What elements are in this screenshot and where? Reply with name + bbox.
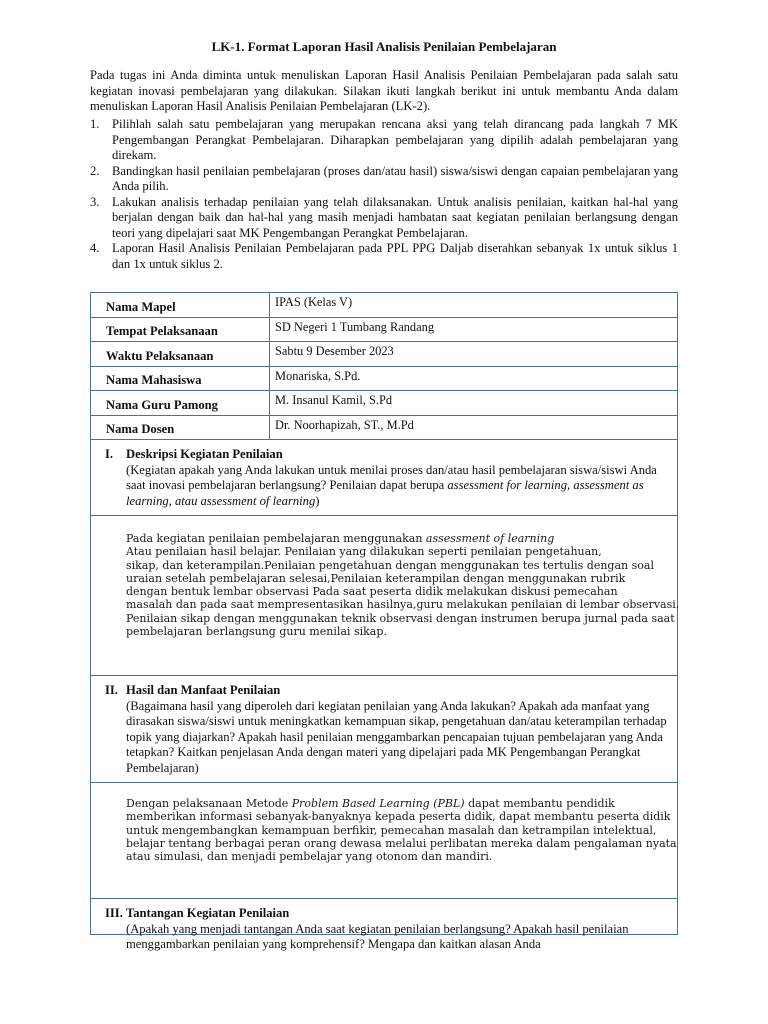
section-number: II. xyxy=(105,683,118,697)
info-value: Monariska, S.Pd. xyxy=(275,368,361,383)
section-number: I. xyxy=(105,447,114,461)
info-label: Waktu Pelaksanaan xyxy=(91,342,270,366)
info-label: Nama Mapel xyxy=(91,293,270,317)
info-label: Nama Mahasiswa xyxy=(91,367,270,391)
info-value: IPAS (Kelas V) xyxy=(275,295,353,309)
info-value: SD Negeri 1 Tumbang Randang xyxy=(275,319,435,334)
info-label: Nama Guru Pamong xyxy=(91,391,270,415)
section-heading: Hasil dan Manfaat Penilaian xyxy=(126,683,281,697)
info-row-dosen xyxy=(91,416,677,441)
info-label: Tempat Pelaksanaan xyxy=(91,318,270,342)
section-description: (Kegiatan apakah yang Anda lakukan untuk menilai proses dan/atau hasil pembelajaran siswa/siswi Anda saat inovasi pembelajaran berlangsung? Penilaian dapat berupa assessment for learning, assessment as learning, atau assessment of learning) xyxy=(126,462,657,508)
intro-paragraph: Pada tugas ini Anda diminta untuk menuliskan Laporan Hasil Analisis Penilaian Pembelajaran pada salah satu kegiatan inovasi pembelajaran yang dilakukan. Silakan ikuti langkah berikut ini untuk membantu Anda dalam menuliskan Laporan Hasil Analisis Penilaian Pembelajaran (LK-2). xyxy=(90,68,678,113)
instruction-list xyxy=(90,117,678,272)
instruction-item: 2. Bandingkan hasil penilaian pembelajaran (proses dan/atau hasil) siswa/siswi dengan capaian pembelajaran yang Anda pilih. xyxy=(90,163,678,193)
section-2-header xyxy=(91,676,677,783)
info-label: Nama Dosen xyxy=(91,416,270,440)
info-value: M. Insanul Kamil, S.Pd xyxy=(275,393,393,407)
info-value: Dr. Noorhapizah, ST., M.Pd xyxy=(275,417,414,432)
section-1-answer: Pada kegiatan penilaian pembelajaran menggunakan assessment of learning Atau penilaian hasil belajar. Penilaian yang dilakukan seperti penilaian pengetahuan, sikap, dan keterampilan.Penilaian pengetahuan dengan menggunakan tes tertulis dengan soal uraian setelah pembelajaran selesai,Penilaian keterampilan dengan menggunakan rubrik dengan bentuk lembar observasi Pada saat peserta didik melakukan diskusi pemecahan masalah dan pada saat mempresentasikan hasilnya,guru melakukan penilaian di lembar observasi. Penilaian sikap dengan menggunakan teknik observasi dengan instrumen berupa jurnal pada saat pembelajaran berlangsung guru menilai sikap. xyxy=(91,516,677,676)
info-row-guru-pamong xyxy=(91,391,677,416)
instruction-item: 4. Laporan Hasil Analisis Penilaian Pembelajaran pada PPL PPG Daljab diserahkan sebanyak 1x untuk siklus 1 dan 1x untuk siklus 2. xyxy=(90,241,678,271)
section-3-header xyxy=(91,899,677,959)
info-row-mapel xyxy=(91,293,677,318)
report-table xyxy=(90,292,680,951)
info-value: Sabtu 9 Desember 2023 xyxy=(275,344,394,358)
instruction-item: 1. Pilihlah salah satu pembelajaran yang merupakan rencana aksi yang telah dirancang pada langkah 7 MK Pengembangan Perangkat Pembelajaran. Diharapkan pembelajaran yang dipilih adalah pembelajaran yang direkam. xyxy=(90,117,678,162)
info-row-tempat xyxy=(91,318,677,343)
info-row-mahasiswa xyxy=(91,367,677,392)
section-heading: Tantangan Kegiatan Penilaian xyxy=(126,906,290,920)
section-heading: Deskripsi Kegiatan Penilaian xyxy=(126,447,283,461)
section-1-header xyxy=(91,440,677,516)
section-description: (Bagaimana hasil yang diperoleh dari kegiatan penilaian yang Anda lakukan? Apakah ada manfaat yang dirasakan siswa/siswi untuk meningkatkan kemampuan sikap, pengetahuan dan/atau keterampilan terhadap topik yang diajarkan? Apakah hasil penilaian menggambarkan pencapaian tujuan pembelajaran yang Anda tetapkan? Kaitkan penjelasan Anda dengan materi yang dipelajari pada MK Pengembangan Perangkat Pembelajaran) xyxy=(126,698,667,775)
section-description: (Apakah yang menjadi tantangan Anda saat kegiatan penilaian berlangsung? Apakah hasil penilaian menggambarkan penilaian yang komprehensif? Mengapa dan kaitkan alasan Anda xyxy=(126,921,629,951)
section-number: III. xyxy=(105,906,123,920)
instruction-item: 3. Lakukan analisis terhadap penilaian yang telah dilaksanakan. Untuk analisis penilaian, kaitkan hal-hal yang berjalan dengan baik dan hal-hal yang masih menjadi hambatan saat kegiatan penilaian berlangsung dengan teori yang dipelajari saat MK Pengembangan Perangkat Pembelajaran. xyxy=(90,194,678,240)
section-2-answer: Dengan pelaksanaan Metode Problem Based Learning (PBL) dapat membantu pendidik memberikan informasi sebanyak-banyaknya kepada peserta didik, dapat membantu peserta didik untuk mengembangkan kemampuan berfikir, pemecahan masalah dan ketrampilan intelektual, belajar tentang berbagai peran orang dewasa melalui perlibatan mereka dalam pengalaman nyata atau simulasi, dan menjadi pembelajar yang otonom dan mandiri. xyxy=(91,783,677,899)
page-title: LK-1. Format Laporan Hasil Analisis Penilaian Pembelajaran xyxy=(211,39,557,54)
info-row-waktu xyxy=(91,342,677,367)
